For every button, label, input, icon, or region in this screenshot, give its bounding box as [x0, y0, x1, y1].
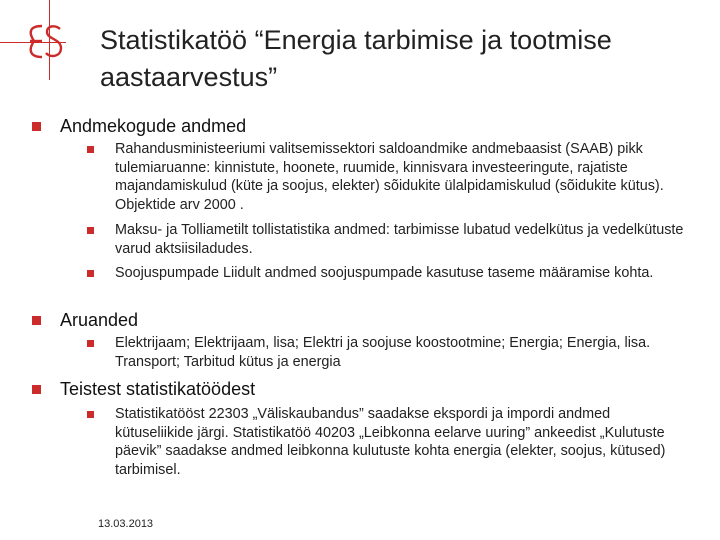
square-bullet-icon [32, 316, 41, 325]
square-bullet-icon [32, 122, 41, 131]
list-item-text: Maksu- ja Tolliametilt tollistatistika andmed: tarbimisse lubatud vedelkütus ja vedelkütuste varud aktsiisiladudes. [115, 222, 684, 257]
section-heading-text: Aruanded [60, 310, 139, 330]
square-bullet-icon [87, 411, 94, 418]
square-bullet-icon [32, 385, 41, 394]
section-heading-text: Andmekogude andmed [60, 116, 247, 136]
list-item-text: Soojuspumpade Liidult andmed soojuspumpade kasutuse taseme määramise kohta. [115, 265, 654, 281]
list-item-text: Statistikatööst 22303 „Väliskaubandus” saadakse ekspordi ja impordi andmed kütuseliikide järgi. Statistikatöö 40203 „Leibkonna eelarve uuring” ankeedist „Kulutuste päevik” saadakse andmed leibkonna kulutuste kohta energia (elekter, soojus, kütused) tarbimisel. [115, 406, 666, 478]
statistics-logo-icon [22, 20, 66, 64]
square-bullet-icon [87, 146, 94, 153]
square-bullet-icon [87, 270, 94, 277]
slide-title: Statistikatöö “Energia tarbimise ja tootmise aastaarvestus” [100, 25, 612, 92]
list-item-text: Rahandusministeeriumi valitsemissektori saldoandmike andmebaasist (SAAB) pikk tulemiaruanne: kinnistute, hoonete, ruumide, kinnisvara investeeringute, rajatiste majandamiskulud (küte ja soojus, elekter) sõidukite ülalpidamiskulud (sõidukite kütus). Objektide arv 2000 . [115, 141, 664, 213]
footer-date: 13.03.2013 [98, 518, 154, 530]
square-bullet-icon [87, 227, 94, 234]
section-heading-text: Teistest statistikatöödest [60, 379, 256, 399]
square-bullet-icon [87, 340, 94, 347]
list-item-text: Elektrijaam; Elektrijaam, lisa; Elektri ja soojuse koostootmine; Energia; Energia, lisa. Transport; Tarbitud kütus ja energia [115, 335, 651, 370]
